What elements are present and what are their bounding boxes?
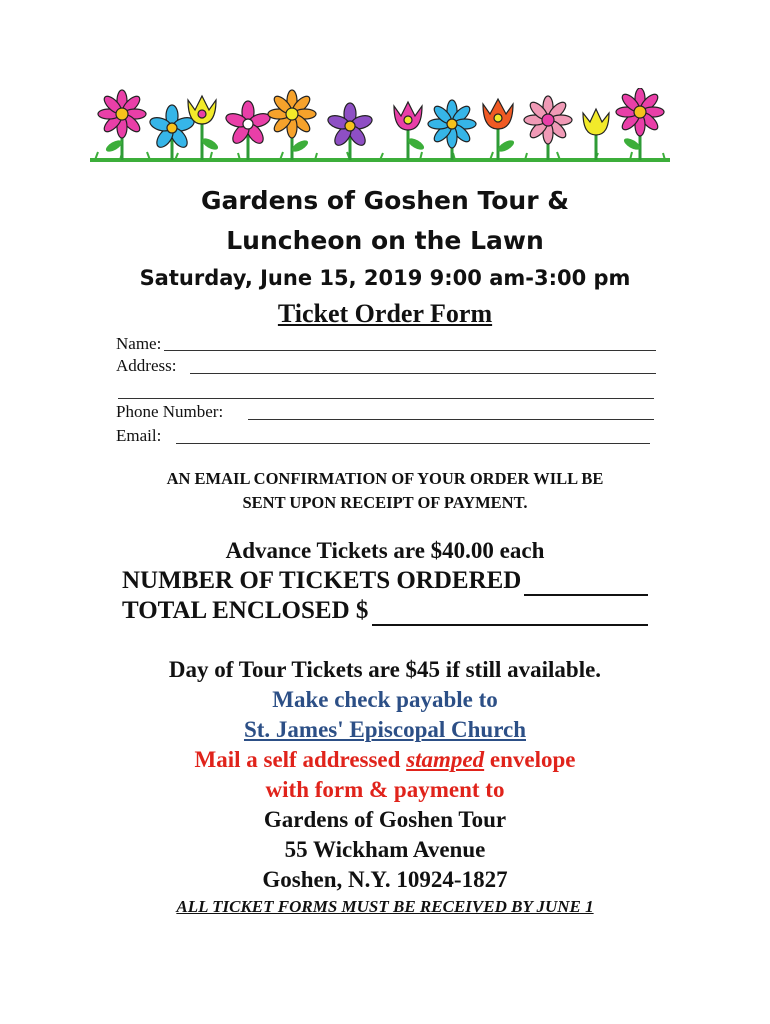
- with-form-line: with form & payment to: [265, 777, 505, 802]
- mail-instruction: [0, 747, 770, 773]
- day-of-tour-price: Day of Tour Tickets are $45 if still available.: [168, 657, 602, 682]
- name-field[interactable]: [164, 350, 656, 351]
- mail-address-line3: Goshen, N.Y. 10924-1827: [262, 867, 508, 892]
- notice-line2: SENT UPON RECEIPT OF PAYMENT.: [242, 493, 528, 512]
- mail-address-line1: Gardens of Goshen Tour: [263, 807, 507, 832]
- email-label: Email:: [116, 426, 162, 445]
- tickets-ordered-label: NUMBER OF TICKETS ORDERED: [122, 567, 522, 594]
- address-label: Address:: [116, 356, 177, 375]
- total-enclosed-field[interactable]: [372, 624, 648, 626]
- total-enclosed-label: TOTAL ENCLOSED $: [122, 597, 369, 624]
- form-title: Ticket Order Form: [277, 299, 493, 328]
- event-title-line2: Luncheon on the Lawn: [226, 226, 544, 255]
- advance-ticket-price: Advance Tickets are $40.00 each: [225, 538, 545, 563]
- notice-line1: AN EMAIL CONFIRMATION OF YOUR ORDER WILL BE: [166, 469, 604, 488]
- deadline-notice: ALL TICKET FORMS MUST BE RECEIVED BY JUNE 1: [176, 897, 594, 916]
- phone-field[interactable]: [248, 419, 654, 420]
- mail-suffix: envelope: [484, 747, 576, 772]
- email-field[interactable]: [176, 443, 650, 444]
- payable-to-label: Make check payable to: [272, 687, 498, 712]
- mail-prefix: Mail a self addressed: [194, 747, 407, 772]
- address-field[interactable]: [190, 373, 656, 374]
- phone-label: Phone Number:: [116, 402, 224, 421]
- church-name: St. James' Episcopal Church: [243, 717, 526, 742]
- church-name-wrapper: [0, 717, 770, 743]
- tickets-ordered-field[interactable]: [524, 594, 648, 596]
- event-date: Saturday, June 15, 2019 9:00 am-3:00 pm: [139, 266, 631, 290]
- flower-border-icon: [80, 88, 680, 168]
- name-label: Name:: [116, 334, 162, 353]
- stamped-word: stamped: [406, 747, 485, 772]
- event-title-line1: Gardens of Goshen Tour &: [200, 186, 570, 215]
- address-line2-field[interactable]: [118, 398, 654, 399]
- mail-address-line2: 55 Wickham Avenue: [284, 837, 486, 862]
